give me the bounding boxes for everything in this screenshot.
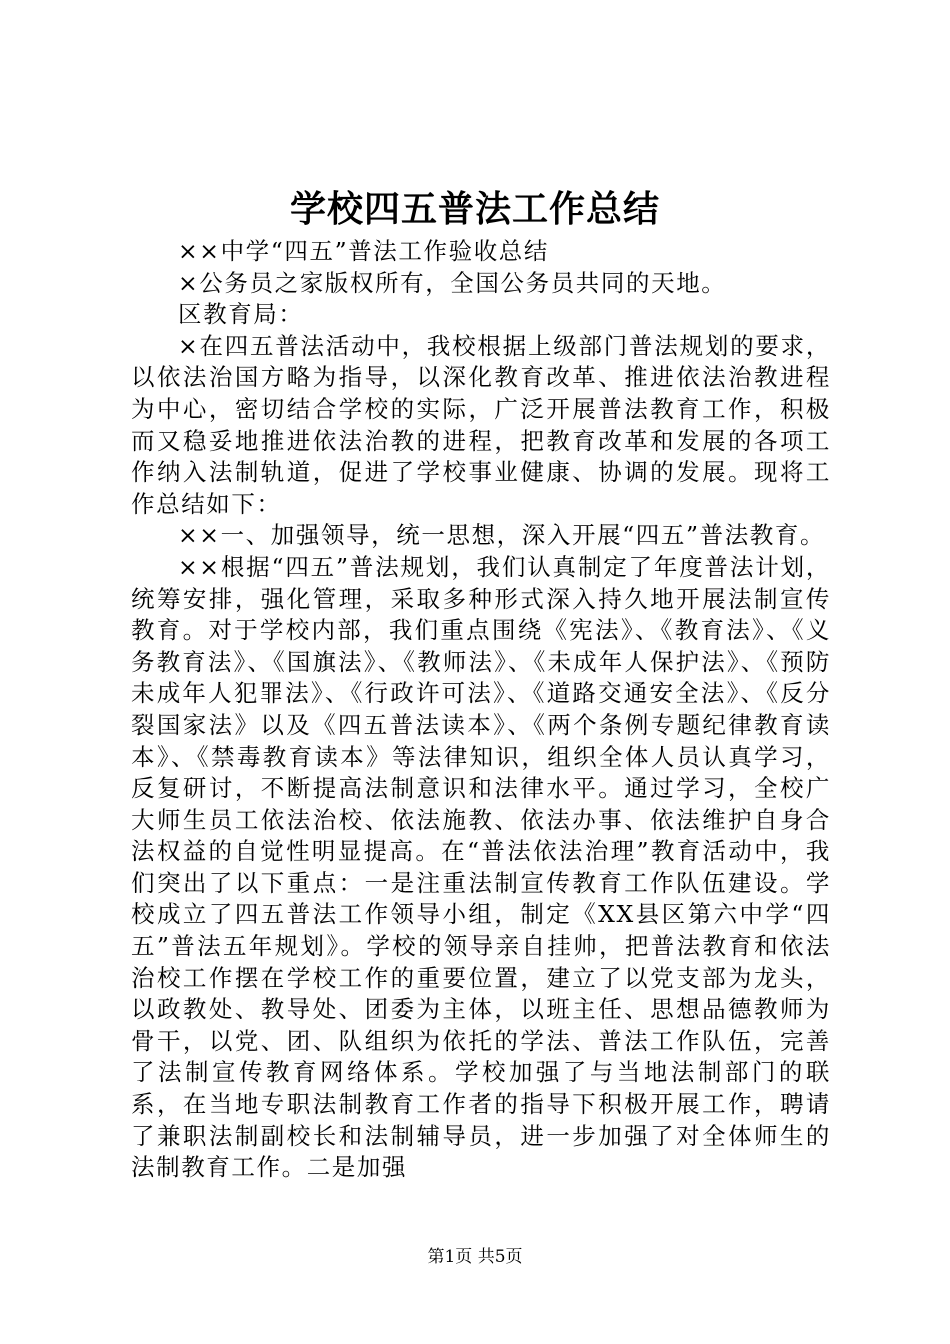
paragraph-heading: ××中学“四五”普法工作验收总结 [178,237,550,265]
page-footer: 第1页 共5页 [427,1247,523,1267]
paragraph-body: ××根据“四五”普法规划，我们认真制定了年度普法计划，统筹安排，强化管理，采取多种形式深入持久地开展法制宣传教育。对于学校内部，我们重点围绕《宪法》、《教育法》、《义务教育法》、《国旗法》、《教师法》、《未成年人保护法》、《预防未成年人犯罪法》、《行政许可法》、《道路交通安全法》、《反分裂国家法》以及《四五普法读本》、《两个条例专题纪律教育读本》、《禁毒教育读本》等法律知识，组织全体人员认真学习，反复研讨，不断提高法制意识和法律水平。通过学习，全校广大师生员工依法治校、依法施教、依法办事、依法维护自身合法权益的自觉性明显提高。在“普法依法治理”教育活动中，我们突出了以下重点：一是注重法制宣传教育工作队伍建设。学校成立了四五普法工作领导小组，制定《XX县区第六中学“四五”普法五年规划》。学校的领导亲自挂帅，把普法教育和依法治校工作摆在学校工作的重要位置，建立了以党支部为龙头，以政教处、教导处、团委为主体，以班主任、思想品德教师为骨干，以党、团、队组织为依托的学法、普法工作队伍，完善了法制宣传教育网络体系。学校加强了与当地法制部门的联系，在当地专职法制教育工作者的指导下积极开展工作，聘请了兼职法制副校长和法制辅导员，进一步加强了对全体师生的法制教育工作。二是加强 [131,552,831,1182]
paragraph-copyright: ×公务员之家版权所有，全国公务员共同的天地。 [178,268,727,297]
page-title: 学校四五普法工作总结 [289,188,660,230]
document-body [131,236,831,1184]
paragraph-intro: ×在四五普法活动中，我校根据上级部门普法规划的要求，以依法治国方略为指导，以深化教育改革、推进依法治教进程为中心，密切结合学校的实际，广泛开展普法教育工作，积极而又稳妥地推进依法治教的进程，把教育改革和发展的各项工作纳入法制轨道，促进了学校事业健康、协调的发展。现将工作总结如下： [131,331,831,518]
paragraph-section-one: ××一、加强领导，统一思想，深入开展“四五”普法教育。 [178,521,826,550]
paragraph-addressee: 区教育局： [178,300,304,329]
